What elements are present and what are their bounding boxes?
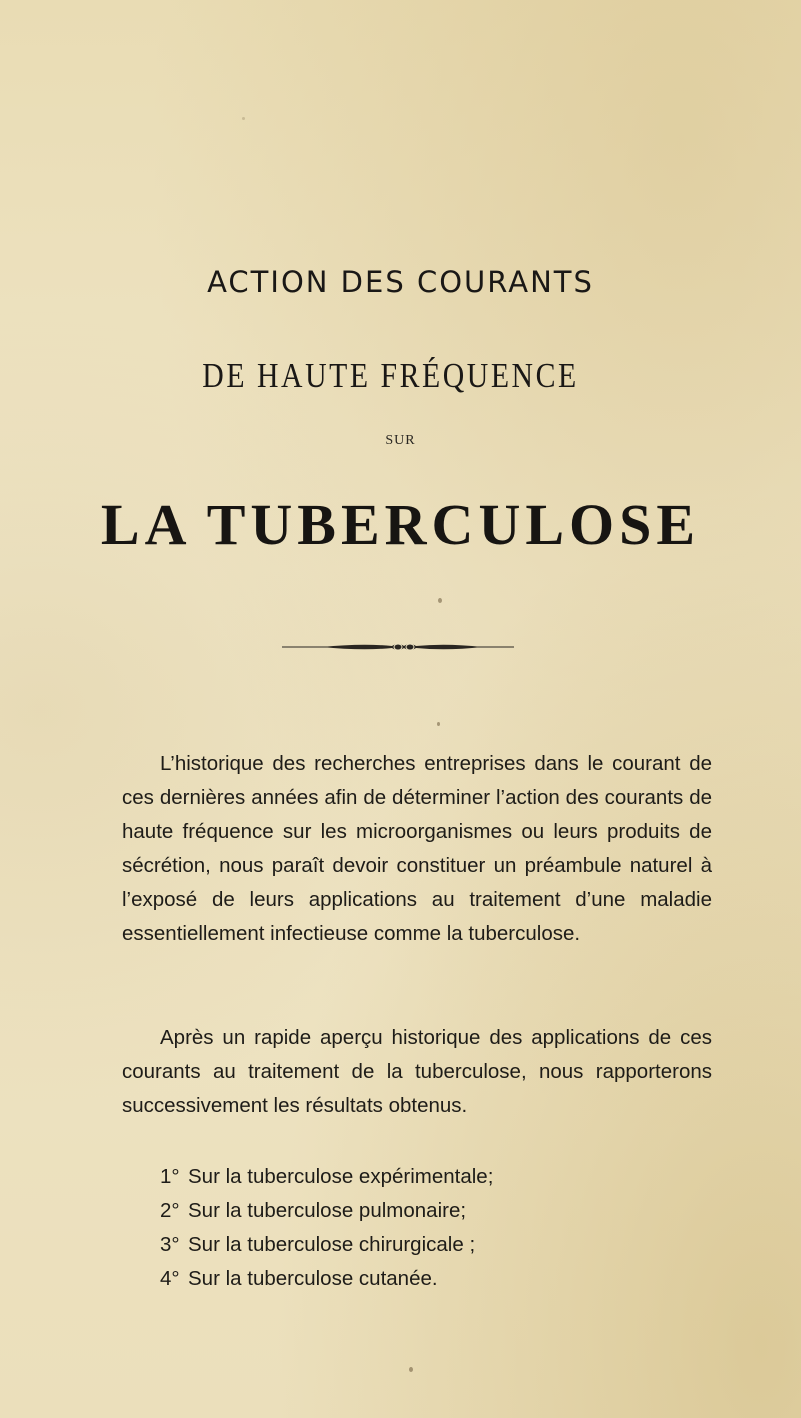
list-item: [160, 1262, 493, 1296]
list-item: [160, 1228, 493, 1262]
list-item-number: 1°: [160, 1165, 180, 1188]
list-item: [160, 1160, 493, 1194]
topics-list: [160, 1160, 493, 1296]
list-item-text: Sur la tuberculose expérimentale;: [188, 1165, 494, 1188]
title-connector: SUR: [385, 433, 416, 448]
list-item: [160, 1194, 493, 1228]
title-line-2: DE HAUTE FRÉQUENCE: [202, 356, 579, 395]
list-item-number: 2°: [160, 1199, 180, 1222]
paragraph-intro: [122, 747, 712, 951]
paragraph-plan: [122, 1021, 712, 1123]
list-item-number: 3°: [160, 1233, 180, 1256]
list-item-number: 4°: [160, 1267, 180, 1290]
list-item-text: Sur la tuberculose cutanée.: [188, 1267, 438, 1290]
title-line-main: LA TUBERCULOSE: [100, 492, 701, 557]
paragraph-plan-text: Après un rapide aperçu historique des applications de ces courants au traitement de la tuberculose, nous rapporterons successivement les résultats obtenus.: [122, 1026, 712, 1117]
list-item-text: Sur la tuberculose chirurgicale ;: [188, 1233, 476, 1256]
paragraph-intro-text: L’historique des recherches entreprises dans le courant de ces dernières années afin de déterminer l’action des courants de haute fréquence sur les microorganismes ou leurs produits de sécrétion, nous paraît devoir constituer un préambule naturel à l’exposé de leurs applications au traitement d’une maladie essentiellement infectieuse comme la tuberculose.: [122, 752, 712, 945]
title-line-1: ACTION DES COURANTS: [207, 265, 594, 299]
list-item-text: Sur la tuberculose pulmonaire;: [188, 1199, 467, 1222]
ornament-rule-icon: [282, 640, 514, 654]
